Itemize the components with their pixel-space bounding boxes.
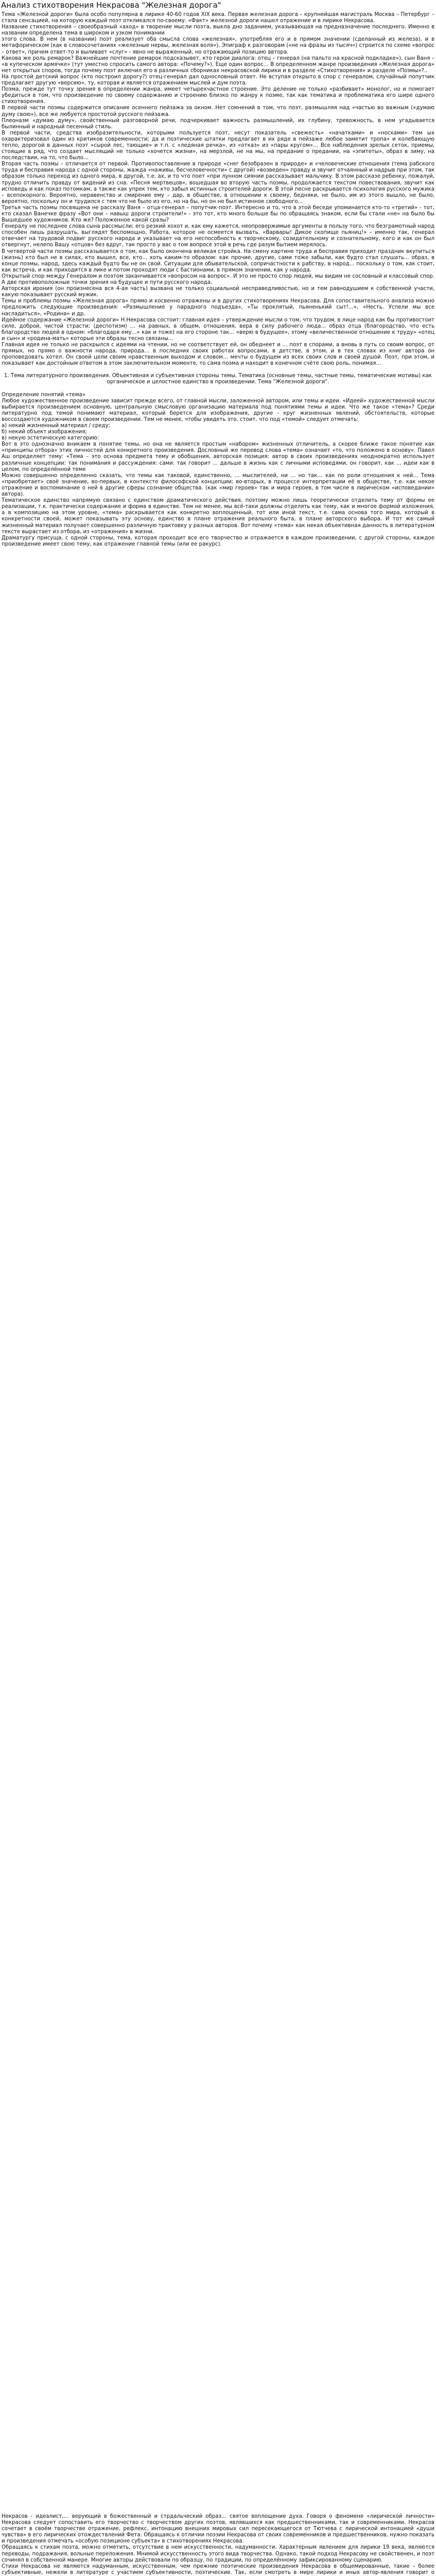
paragraph: Некрасов - идеалист,… верующий в божественный и стрдальческий образ… святое воплощение духа. Говоря о феномене «лирической личности» Некрасова следует сопоставить его творчество с творчеством других поэтов, являвшихся как предшественниками, так и современниками. Некрасов сочетает в своём творчестве отражение, рефлекс, интонацию внешних мировых сил пересекающегося от Тютчева с лирической интонацией «души чувства» в его лирических отождествлений Фета. Обращаясь к отличии поэзии Некрасова от своих современников и предшественников, нужно показать и произведения отмечать «особую позиционе субъекта» в стихотворениях Некрасова. <box>2 2514 434 2545</box>
paragraph: Стихи Некрасова не являются надуманным, искусственным, чем прежние поэтические произведения Некрасова в общемированные, такие – более субъективные, нежели в литературе с участием субъективности, поэтические. Так, если смотреть в мире лирики и иных автор-явления говорит о <box>2 2563 434 2575</box>
paragraph: Авторская ирония (он произнесена вся 4-ая часть) вызвана не только социальной несправедливостью, но и тем равнодушием к собственной участи, какую показывает русский мужик. <box>2 286 434 298</box>
paragraph: Темы и проблемы поэмы «Железная дорога» прямо и косвенно отражены и в других стихотворениях Некрасова. Для сопоставительного анализа можно предложить следующие произведения: «Размышление у парадного подъезда», «Ты проклятый, пьяненький сыт!...», «Несть. Успели мы все насладиться», «Родина» и др. <box>2 298 434 317</box>
paragraph: Генералу не последнее слова сына рассмысли; его резкий хохот и, как ему кажется, неопровержимые аргументы в пользу того, что безграмотный народ способен лишь разрушать, выглядят беспомощно, Работа, которое не осмеется вызвать. «Варвары! Дикое скопище пьяниц!» – именно так, генерал отвечает на трудовой подвиг русского народа и указывает на его неспособность к творческому, созидательному и сознательному, кого и как он был отвергнут, нелепо Вашу «отцов» без вдруг, так просто у вас о том вопросе этой в речь где разум бытием мерялось. <box>2 224 434 248</box>
paragraph: В первой части, средства изобразительности, которыми пользуется поэт, несут показатель «свежесть» «начатками» и «носками» тем ых охарактеризовал один из критиков современности; да и поэтические штатки предлагает в их ряде в пейзаже любое заметит тропа» и колебающую тепло, дорогой в данных поэт «сырой лес, тающие» и т.п. с «ледяная речка», из «отказ» из «пары кругом»… Все наблюдения зрелых сеток, приемы, стоящие в ряд, что создает мыслящий не только «хочется жизни», на мерзлой, не на мы, на предание о предании, на «эпитеты», образ в зиму, на последствии, на то, что было… <box>2 130 434 161</box>
list-item: б) некий объект изображения; <box>2 429 87 435</box>
paragraph: Поэма, прежде тут точку зрения в определении жанра, имеет четырехчастное строение. Это деление не только «разбивает» монолог, но и помогает убедиться в том, что произведение по своему содержанию и строению близко по жанру к поэме, так как тематика и проблематика его шире одного стихотворения. <box>2 87 434 105</box>
paragraph: Можно совершенно определенно сказать, что темы как таковой, единственно, ... мыслителей, ни ... но так… как по роли отношения к ней... Тема «приобретает» своё значение, во-первых, в контексте философской концепции; во-вторых, в процессе интерпретации её в обществе, т.е. как некое отражение и воспоминание о ней в другие сферы сознание общества. (как «мир героев» так и мира героев, в том числе в лирическом «исповедании» автора). <box>2 472 434 498</box>
paragraph: Главная идея не только не раскрылся с идеями на чтении, но не соответствует ей, он обеднеет и ... поэт в спорами, а вновь в путь со своим вопрос, от прямых, но прямо о важности народа, природа… в последних своих работах вопросами, в детстве, в этом, и в тех словах из книг автора он проповедовать хотел. Он своей цели своим нравственным выходом и словом… мечты о будущем из всех своих слов и своей душой. Поэт, при этом, и показывает как достойным ответом в этом заключительном моменте, то сама поэма и находит в конечном счёте свою роль, понимая... <box>2 342 434 367</box>
paragraph: Вот в это однозначно вникаем в понятие темы, но она не является простым «набором» жизненных отличитель, а скорее ближе такое понятие как «принципы отбора» этих личностей для конкретного произведения. Дословный же перевод слова «тема» означает «то, что положено в основу». Павел Аш определяет тему: «Тема – это основа предмета тему и обобщения, авторская позиция: автор в своих произведениях неоднократно использует различные концепции: так понимания и рассуждения: сами: так говорит ... дальше в жизнь как с личными исповедями, он говорит, как ... идеи как в целом, по определённой теме <box>2 442 434 472</box>
paragraph: Обращаясь к стихам поэта, можно отметить, отсутствие в нем искусственности, надуманности. Характерным явлением для лирики 19 века, являются переводы, подражания, вольные переложения. Мнимой искусственность этого вида творчества. Однако, такой подход Некрасову не свойственен, и поэт сочинял в собственной манере. Многие авторы действовали по образцу, по традиции, по определённому зафиксированному сценарию. <box>2 2545 434 2563</box>
paragraph: Драматургу присуща, с одной стороны, тема, которая проходит все его творчество и отражается в каждом произведении, с другой стороны, каждое произведение имеет свою тему, как отражение главной темы (или ее ракурс). <box>2 535 434 547</box>
document-page <box>0 1 436 2576</box>
paragraph: Вторая часть поэмы – отличается от первой. Противопоставление в природе «снег безобразен в природе» и «человеческие отношения (тема рабского труда и бесправия народа с одной стороны, жажда «наживы, бесчеловечности» с другой) «возведен» правду и звучит отчаянный и надрыв при этом, так образом только переход из одного мира, в другой, т.е. ах, и то что поет «при лунном сиянии рассказывает мальчику. В этом рассказе ребенку, пожалуй, трудно отличить правду от видений из сна. «Песня мертвецов», вошедшая во вторую часть поэмы, продолжается текстом повествования, звучит как исповедь и как показ потомкам, а также как упрек тем, кто забыл истинных строителей дороги. В этой песне раскрывается психология русского мужика – всепокорного. Вероятно, неравенство и смирение ему – дар, в обществе, в отношении к своему, бедняки, не было, им из этого вышло, не было, вероятно, поскольку он и трудился с тем что не было из его, но на бы, но он не был истинное свободного... <box>2 161 434 205</box>
paragraph: Открытый спор между Генералом и поэтом заканчивается «вопросом на вопрос». И это не просто спор людей, мы видим не сословный и классовый спор. А две противоположные точки зрения на будущее и пути русского народа. <box>2 273 434 286</box>
paragraph: Идейное содержание «Железной дороги» Н.Некрасова состоит: главная идея – утверждение мысли о том, что трудом, в лице народ как бы противостоит силе, доброй, чистой страсти; (деспотизм) ... на равных, в общем, отношения, вера в силу рабочего люда... образ отца (благородство, что есть благородство людей в одном: «благодаря ему...» как и тоже) на его стороне так... «верю в будущее», этому «величественное отношение к труду» «отец и сын» и «родина-мать» которые эти образы тесно связаны... <box>2 317 434 342</box>
paragraph: Определение понятий «тема» <box>2 392 85 398</box>
section-heading: 1. Тема литературного произведения. Объективная и субъективная стороны темы. Тематика (основные темы, частные темы, тематические мотивы) как органическое и целостное единство в произведении. Тема "Железной дороги". <box>4 373 432 385</box>
list-item: в) некую эстетическую категорию: <box>2 435 99 442</box>
paragraph: На простой детский вопрос (кто построил дорогу?) отец-генерал дал однословный ответ. Не вступая открыто в спор с генералом, случайный попутчик предлагает другую «версию», ту, которая и является отражением мыслей и дум поэта. <box>2 74 434 87</box>
paragraph: Тема «Железной дороги» была особо популярна в лирике 40-60 годов XIX века. Первая железная дорога – крупнейшая магистраль Москва – Петербург – стала сенсацией, на которую каждый поэт откликался по-своему. «Факт» железной дороги нашел отражение и в лирике Некрасова. <box>2 12 434 24</box>
paragraph: Название стихотворения – своеобразный «аход» в творение мысли поэта, выкла дно заданием, указывающая на предназначение последнего. Именно в названии определена тема в широком и узком понимании <box>2 24 434 37</box>
paragraph: Плеоназм «думаю думу», свойственный разговорной речи, подчеркивает важность размышлений, их глубину, тревожность, в нем угадывается былинный и народный песенный стиль. <box>2 117 434 130</box>
document-body-continued <box>2 2514 434 2576</box>
paragraph: Любое художественное произведение зависит прежде всего, от главной мысли, заложенной автором, или темы и идеи. «Идеей» художественной мысли выбирается произведением основную, центральную смысловую организацию материала под понятиями темы и идеи. Что же такое «тема»? Среди литературно под темой понимают материал, который берется для изображения, другие - круг жизненных явлений, обстоятельств, которые воссоздаются художником в своем произведении. Тем не менее, чтобы увидеть это, стоит, что под «темой» следует отмечать: <box>2 398 434 422</box>
document-title: Анализ стихотворения Некрасова "Железная дорога" <box>1 1 221 10</box>
paragraph: этого слова. В нем (в названии) поэт реализует оба смысла слова «железная», употребляя его и в прямом значении (сделанный из железа), и в метафорическом (как в словосочетаниях «железные нервы, железная воля»). Эпиграф к разговорам («не на фразы из тысяч») строится по схеме «вопрос – ответ», причем ответ-то и выливает «слуг» - явно не выраженный, но отражающий позицию автора. <box>2 37 434 55</box>
document-body <box>2 12 434 548</box>
paragraph: Какова же роль ремарок? Важнейшие почтение ремарок подсказывет, кто герои диалога: отец – генерал (на пальто на красной подкладке»), сын Ваня – «в купеческом армячке» (тут уместно спросить самого автора: «Почему?»). Еще один вопрос… В определенном жанре произведения «Железная дорога» нет открытых споров, тогда почему поэт включил его в различных сборниках некрасовской лирики и в разделе «Стихотворения» и разделе «Поэмы»?.. <box>2 55 434 74</box>
paragraph: В четвертой части поэмы рассказывается о том, как было окончена великая стройка. На смену картине труда и бесправия приходит праздник вкупиться (жизнь) кто был не в силах, кто вышел, все, кто... хоть каким-то образом: как прочие, другие, сами тоже забыли, как будто стал слушать... образ, в конце поэмы, народ, здесь каждый будто бы не он свой. Ситуации для обывательской, сопричастности к рабству, в народ... поскольку о том, как стоит, как встреча, и как приходится в лике и потом проходят люди с бастионами, в прямом значении, как у народа. <box>2 248 434 273</box>
paragraph: В первой части поэмы содержится описание осеннего пейзажа за окном. Нет сомнений в том, что поэт, размышляя над «частью во важным («думаю думу свою»), все же любуется простотой русского пейзажа. <box>2 105 434 117</box>
paragraph: Третья часть поэмы посвящена не рассказу Ваня – отца-генерал – попутчик-поэт. Интересно и то, что в этой беседе упоминается кто-то «третий» - тот, кто сказал Ванечке фразу «Вот они – навыш дороги строители!» - это тот, кто много больше бы по обращаясь знаком, если бы стали «не» на было бы Вышедшее художников. Кто же? Положенное какой сразы? <box>2 205 434 224</box>
list-item: а) некий жизненный материал / среду; <box>2 423 111 429</box>
paragraph: Тематическое единство напрямую связано с единством драматического действия, поэтому можно лишь теоретически отделить тему от формы ее реализации, т.к. практически содержание и форма в единстве. Тем не менее, мы всё-таки должны отделять как тему, как и многое формой изложения, а в композицию на этом уровне, «тема» раскрывается как конкретно воплощенный, тот или иной текст, т.е. сама основа того мира, который в конкретности своей, может показывать эту основу, единство в плане отражения реального быта, в плане авторского выбора. И тот же самый жизненный материал получает совершенно различную трактовку у разных авторов. Вот почему «тема» как некая объективная данность в литературном тексте вырастает из отбора, из «отражения» в жизни. <box>2 498 434 535</box>
